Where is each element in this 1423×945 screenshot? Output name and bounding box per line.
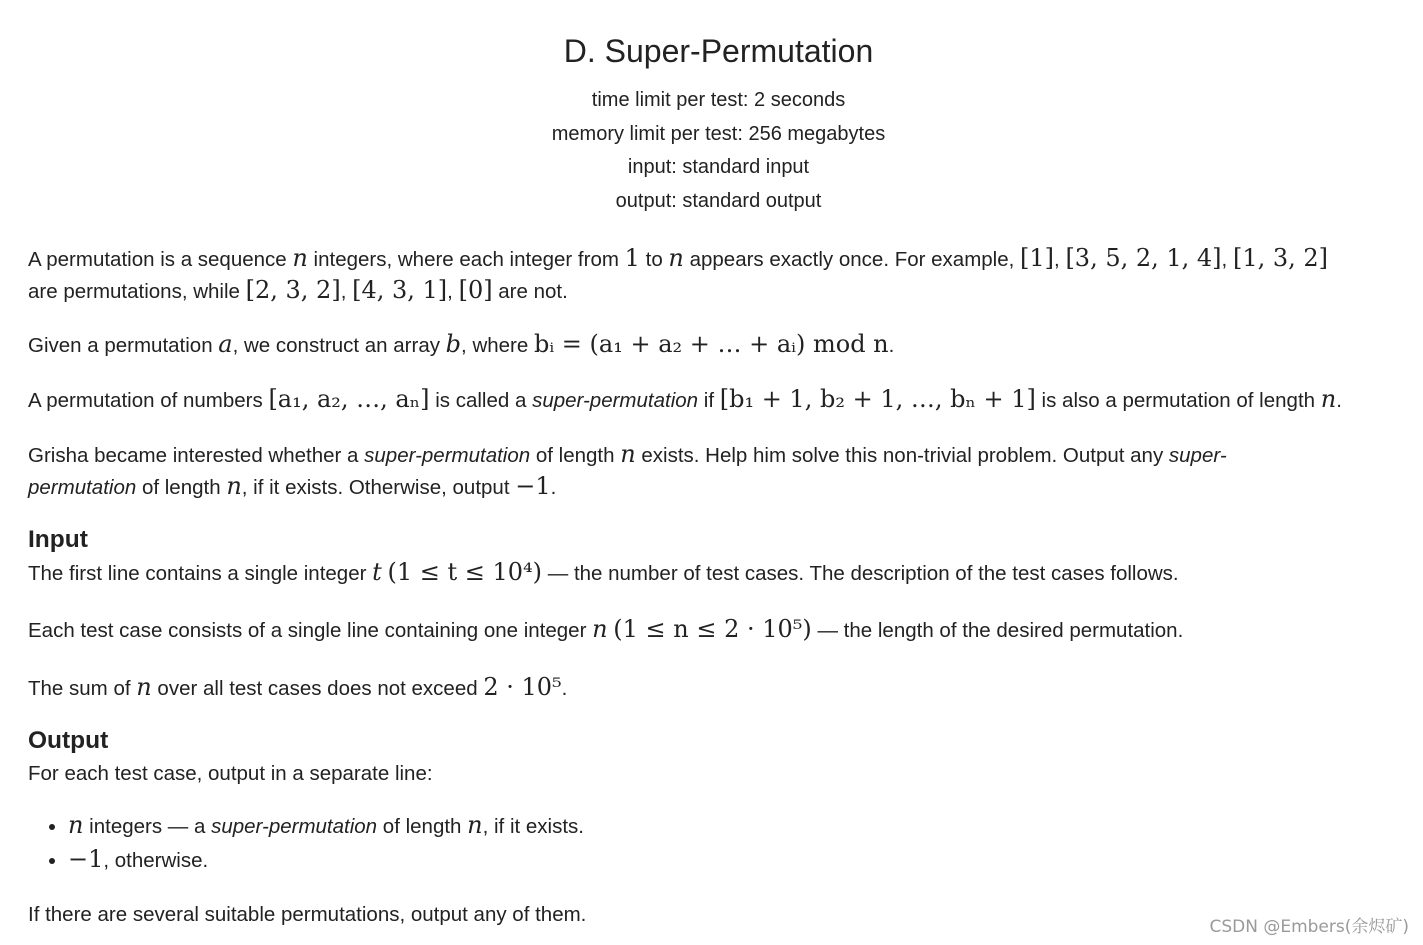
list-item: • −1, otherwise. [68, 843, 1413, 877]
output-last-line: If there are several suitable permutations, output any of them. [28, 903, 587, 926]
paragraph-construction: Given a permutation a, we construct an array b, where bᵢ = (a₁ + a₂ + … + aᵢ) mod n. [28, 330, 895, 358]
example-perm: [3, 5, 2, 1, 4] [1065, 244, 1222, 272]
input-heading: Input [28, 526, 88, 553]
non-example: [2, 3, 2] [245, 276, 341, 304]
non-example: [0] [458, 276, 493, 304]
input-line-n: Each test case consists of a single line containing one integer n (1 ≤ n ≤ 2 · 10⁵) — the length of the desired permutation. [28, 615, 1184, 643]
paragraph-task: Grisha became interested whether a super-permutation of length n exists. Help him solve this non-trivial problem. Output any super- [28, 440, 1227, 468]
watermark: CSDN @Embers(余烬矿) [1209, 917, 1409, 937]
paragraph-definition: A permutation is a sequence n integers, where each integer from 1 to n appears exactly once. For example, [1], [3, 5, 2, 1, 4], [1, 3, 2] [28, 244, 1329, 272]
output-spec: output: standard output [615, 189, 822, 212]
time-limit: time limit per test: 2 seconds [591, 89, 846, 111]
non-example: [4, 3, 1] [352, 276, 448, 304]
paragraph-task-cont: permutation of length n, if it exists. Otherwise, output −1. [28, 472, 557, 500]
problem-header [28, 32, 1409, 218]
output-line: For each test case, output in a separate line: [28, 762, 433, 785]
example-perm: [1, 3, 2] [1232, 244, 1329, 272]
output-heading: Output [28, 727, 109, 754]
problem-statement [28, 0, 1413, 930]
input-line-sum: The sum of n over all test cases does not exceed 2 · 10⁵. [28, 673, 568, 701]
output-list [28, 809, 1413, 877]
page-title: D. Super-Permutation [563, 33, 874, 69]
paragraph-super-permutation: A permutation of numbers [a₁, a₂, …, aₙ] is called a super-permutation if [b₁ + 1, b₂ + 1, …, bₙ + 1] is also a permutation of length n. [28, 385, 1342, 413]
input-line-t: The first line contains a single integer t (1 ≤ t ≤ 10⁴) — the number of test cases. The description of the test cases follows. [28, 558, 1179, 586]
memory-limit: memory limit per test: 256 megabytes [551, 122, 886, 145]
list-item: • n integers — a super-permutation of length n, if it exists. [68, 809, 1413, 843]
example-perm: [1] [1020, 244, 1055, 272]
formula-b: bᵢ = (a₁ + a₂ + … + aᵢ) mod n [533, 330, 889, 358]
input-spec: input: standard input [627, 156, 810, 178]
paragraph-definition-cont: are permutations, while [2, 3, 2], [4, 3, 1], [0] are not. [28, 276, 568, 304]
